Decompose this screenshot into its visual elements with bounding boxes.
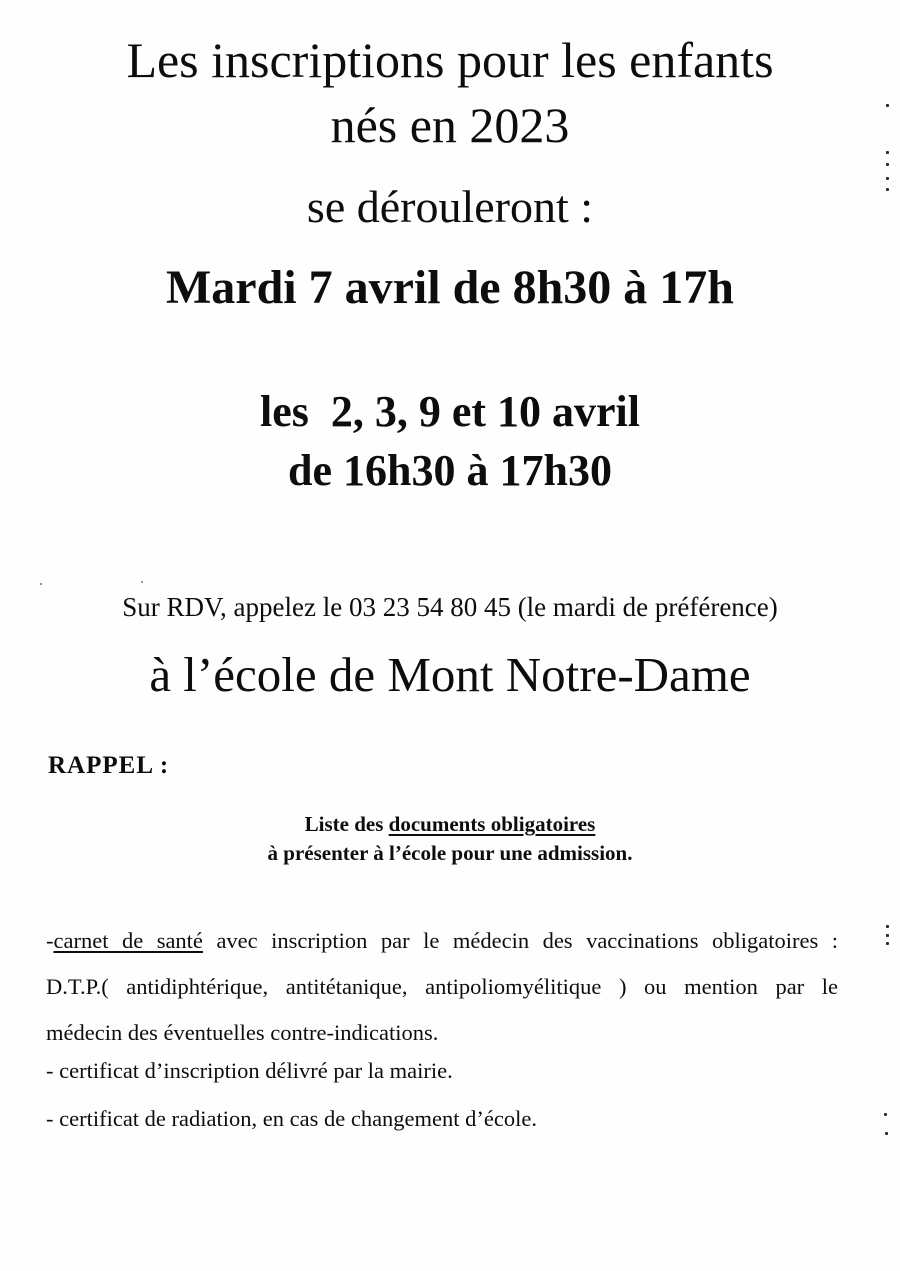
scan-artifact-dot [886,177,889,180]
list-heading-line-2: à présenter à l’école pour une admission. [267,841,633,865]
item1-line1-rest: avec inscription par le médecin des vaccinations obligatoires : [202,928,839,953]
title-line-2: nés en 2023 [330,97,570,153]
scan-artifact-dot [886,163,889,166]
scan-artifact-dot [885,1132,888,1135]
scan-artifact-dot [886,188,889,191]
scan-artifact-dot [886,104,889,107]
scan-artifact-dot [40,583,42,585]
other-dates-line-1: les 2, 3, 9 et 10 avril [259,387,641,436]
item1-dash: - [46,928,54,953]
item1-line-2: D.T.P.( antidiphtérique, antitétanique, antipoliomyélitique ) ou mention par le [46,974,838,999]
scan-artifact-dot [884,1113,887,1116]
required-document-item-1 [46,918,838,1056]
list-heading-prefix: Liste des [304,812,389,836]
subtitle: se dérouleront : [306,181,594,232]
list-heading-underlined: documents obligatoires [388,812,596,836]
scan-artifact-dot [886,934,889,937]
scan-artifact-dot [886,942,889,945]
item1-line-1 [46,918,838,964]
location-line: à l’école de Mont Notre-Dame [149,647,751,702]
main-date-line: Mardi 7 avril de 8h30 à 17h [165,261,734,314]
scan-artifact-dot [141,581,143,583]
item1-line-3: médecin des éventuelles contre-indications. [46,1020,439,1045]
required-document-item-2: - certificat d’inscription délivré par la mairie. [46,1058,453,1083]
required-document-item-3: - certificat de radiation, en cas de changement d’école. [46,1106,537,1131]
item1-underlined: carnet de santé [53,928,203,953]
other-dates-line-2: de 16h30 à 17h30 [288,446,612,495]
appointment-info-line: Sur RDV, appelez le 03 23 54 80 45 (le mardi de préférence) [122,592,778,622]
title-line-1: Les inscriptions pour les enfants [126,32,774,88]
scan-artifact-dot [886,925,889,928]
scan-artifact-dot [886,151,889,154]
list-heading-line-1 [0,812,900,837]
reminder-heading: RAPPEL : [48,752,170,779]
